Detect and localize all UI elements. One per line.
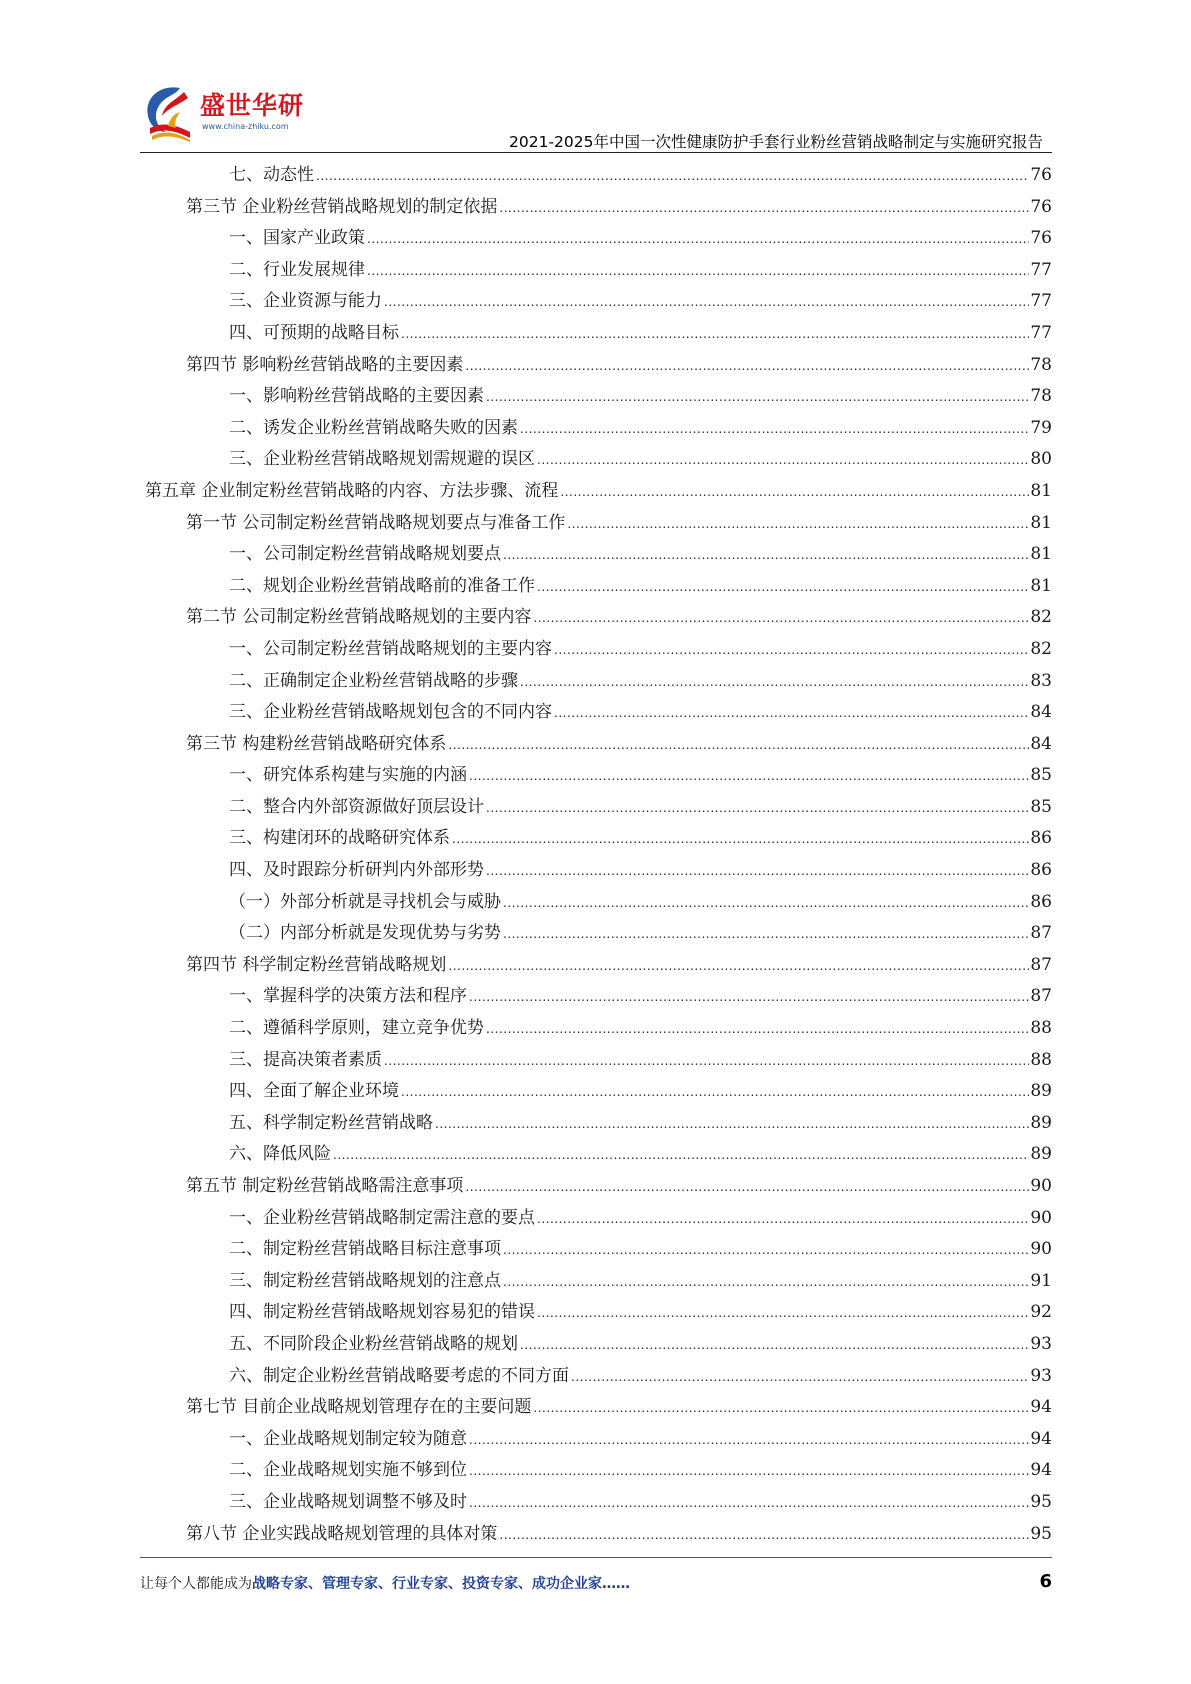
toc-entry-title: 一、公司制定粉丝营销战略规划要点: [229, 544, 501, 565]
toc-dot-leader: [533, 1393, 1029, 1425]
toc-entry-page: 78: [1030, 386, 1052, 407]
toc-entry-title: 二、企业战略规划实施不够到位: [229, 1460, 467, 1481]
toc-dot-leader: [401, 319, 1029, 351]
toc-entry-page: 95: [1030, 1523, 1052, 1544]
toc-entry[interactable]: [186, 1392, 1052, 1424]
toc-entry-page: 93: [1030, 1333, 1052, 1354]
toc-entry-page: 94: [1030, 1428, 1052, 1449]
logo-wordmark: 盛世华研: [200, 91, 305, 120]
toc-entry[interactable]: [186, 1519, 1052, 1551]
company-logo: [140, 82, 320, 144]
toc-entry-page: 89: [1030, 1144, 1052, 1165]
toc-entry-title: 六、制定企业粉丝营销战略要考虑的不同方面: [229, 1365, 569, 1386]
toc-entry-title: 二、诱发企业粉丝营销战略失败的因素: [229, 417, 518, 438]
toc-entry[interactable]: [229, 318, 1052, 350]
toc-entry-title: 七、动态性: [229, 165, 314, 185]
toc-entry-page: 82: [1030, 607, 1052, 628]
toc-entry-title: 第一节 公司制定粉丝营销战略规划要点与准备工作: [186, 512, 566, 533]
toc-dot-leader: [503, 919, 1029, 951]
toc-entry-title: 五、不同阶段企业粉丝营销战略的规划: [229, 1333, 518, 1354]
toc-dot-leader: [486, 856, 1029, 888]
toc-entry-page: 81: [1030, 575, 1052, 596]
toc-entry[interactable]: [229, 918, 1052, 950]
toc-entry-page: 81: [1030, 512, 1052, 533]
toc-dot-leader: [520, 667, 1029, 699]
toc-entry-page: 87: [1030, 923, 1052, 944]
toc-entry-title: 三、构建闭环的战略研究体系: [229, 828, 450, 849]
toc-entry-page: 77: [1030, 291, 1052, 312]
toc-entry-page: 79: [1030, 417, 1052, 438]
toc-entry[interactable]: [229, 1329, 1052, 1361]
footer-slogan-roles: 战略专家、管理专家、行业专家、投资专家、成功企业家……: [252, 1576, 630, 1592]
toc-entry[interactable]: [229, 1487, 1052, 1519]
toc-entry-title: 第五章 企业制定粉丝营销战略的内容、方法步骤、流程: [145, 480, 559, 501]
toc-entry[interactable]: [145, 476, 1052, 508]
toc-entry[interactable]: [229, 571, 1052, 603]
toc-entry-title: 第四节 科学制定粉丝营销战略规划: [186, 954, 447, 975]
toc-entry-title: 一、掌握科学的决策方法和程序: [229, 986, 467, 1007]
toc-entry-page: 93: [1030, 1365, 1052, 1386]
toc-entry[interactable]: [186, 508, 1052, 540]
toc-entry-page: 81: [1030, 544, 1052, 565]
toc-dot-leader: [465, 351, 1029, 383]
toc-entry-page: 89: [1030, 1081, 1052, 1102]
toc-entry-title: 第八节 企业实践战略规划管理的具体对策: [186, 1523, 498, 1544]
toc-entry-page: 90: [1030, 1176, 1052, 1196]
toc-dot-leader: [503, 888, 1029, 920]
toc-dot-leader: [452, 824, 1029, 856]
header-divider: [140, 152, 1052, 153]
toc-entry-title: 六、降低风险: [229, 1144, 331, 1165]
toc-entry[interactable]: [186, 1171, 1052, 1203]
footer-slogan: [140, 1573, 630, 1593]
toc-entry[interactable]: [229, 381, 1052, 413]
toc-entry-page: 82: [1030, 638, 1052, 659]
toc-entry-title: 第二节 公司制定粉丝营销战略规划的主要内容: [186, 607, 532, 628]
toc-dot-leader: [537, 1204, 1029, 1236]
toc-dot-leader: [384, 287, 1029, 319]
toc-entry[interactable]: [229, 792, 1052, 824]
toc-entry-title: 三、企业粉丝营销战略规划包含的不同内容: [229, 702, 552, 723]
toc-dot-leader: [567, 509, 1029, 541]
toc-entry-page: 87: [1030, 986, 1052, 1007]
toc-entry[interactable]: [229, 444, 1052, 476]
toc-entry-title: 三、制定粉丝营销战略规划的注意点: [229, 1270, 501, 1291]
toc-entry-page: 86: [1030, 860, 1052, 881]
toc-entry-page: 94: [1030, 1397, 1052, 1418]
toc-entry-title: 三、企业粉丝营销战略规划需规避的误区: [229, 449, 535, 470]
toc-dot-leader: [333, 1140, 1029, 1172]
toc-entry-title: 三、提高决策者素质: [229, 1049, 382, 1070]
toc-dot-leader: [469, 1456, 1029, 1488]
toc-entry-page: 90: [1030, 1207, 1052, 1228]
toc-dot-leader: [560, 477, 1029, 509]
toc-entry-page: 80: [1030, 449, 1052, 470]
page-header: [0, 0, 1191, 160]
toc-entry-title: 一、公司制定粉丝营销战略规划的主要内容: [229, 638, 552, 659]
toc-entry-title: 二、制定粉丝营销战略目标注意事项: [229, 1239, 501, 1260]
toc-entry[interactable]: [229, 1013, 1052, 1045]
toc-entry-page: 90: [1030, 1239, 1052, 1260]
toc-dot-leader: [401, 1077, 1029, 1109]
toc-entry[interactable]: [229, 1139, 1052, 1171]
toc-entry[interactable]: [229, 539, 1052, 571]
toc-entry[interactable]: [186, 729, 1052, 761]
toc-entry[interactable]: [229, 823, 1052, 855]
table-of-contents: [0, 160, 1191, 1550]
toc-entry-title: 四、及时跟踪分析研判内外部形势: [229, 860, 484, 881]
toc-entry-title: 第四节 影响粉丝营销战略的主要因素: [186, 354, 464, 375]
toc-entry[interactable]: [186, 602, 1052, 634]
toc-dot-leader: [448, 951, 1029, 983]
toc-entry[interactable]: [229, 255, 1052, 287]
toc-dot-leader: [448, 730, 1029, 762]
toc-entry[interactable]: [229, 1361, 1052, 1393]
toc-dot-leader: [384, 1046, 1029, 1078]
toc-entry[interactable]: [229, 697, 1052, 729]
toc-dot-leader: [571, 1362, 1029, 1394]
toc-entry[interactable]: [229, 887, 1052, 919]
toc-entry-title: 一、国家产业政策: [229, 228, 365, 249]
toc-entry-page: 88: [1030, 1049, 1052, 1070]
toc-dot-leader: [486, 793, 1029, 825]
toc-entry-title: 第七节 目前企业战略规划管理存在的主要问题: [186, 1397, 532, 1418]
toc-entry-title: 三、企业资源与能力: [229, 291, 382, 312]
toc-entry-page: 84: [1030, 702, 1052, 723]
toc-entry-title: 五、科学制定粉丝营销战略: [229, 1112, 433, 1133]
toc-entry-title: 第三节 构建粉丝营销战略研究体系: [186, 733, 447, 754]
toc-dot-leader: [465, 1172, 1029, 1204]
toc-entry[interactable]: [229, 1297, 1052, 1329]
toc-entry[interactable]: [229, 223, 1052, 255]
toc-dot-leader: [537, 1298, 1029, 1330]
toc-entry[interactable]: [229, 666, 1052, 698]
toc-entry-title: 二、行业发展规律: [229, 259, 365, 280]
toc-entry[interactable]: [186, 950, 1052, 982]
toc-dot-leader: [554, 698, 1029, 730]
toc-entry[interactable]: [229, 1424, 1052, 1456]
toc-entry-title: 一、影响粉丝营销战略的主要因素: [229, 386, 484, 407]
toc-entry-title: 二、规划企业粉丝营销战略前的准备工作: [229, 575, 535, 596]
toc-dot-leader: [469, 1488, 1029, 1520]
toc-entry-title: 第三节 企业粉丝营销战略规划的制定依据: [186, 196, 498, 217]
toc-dot-leader: [520, 414, 1029, 446]
toc-dot-leader: [435, 1109, 1029, 1141]
toc-entry[interactable]: [229, 634, 1052, 666]
toc-dot-leader: [486, 1014, 1029, 1046]
toc-dot-leader: [537, 445, 1029, 477]
toc-dot-leader: [316, 161, 1029, 193]
toc-entry-page: 95: [1030, 1491, 1052, 1512]
toc-entry-page: 76: [1030, 165, 1052, 185]
toc-dot-leader: [367, 256, 1029, 288]
toc-entry-title: 四、制定粉丝营销战略规划容易犯的错误: [229, 1302, 535, 1323]
toc-entry[interactable]: [229, 981, 1052, 1013]
toc-dot-leader: [503, 1267, 1029, 1299]
toc-entry[interactable]: [186, 192, 1052, 224]
toc-entry[interactable]: [229, 160, 1052, 192]
toc-entry-page: 78: [1030, 354, 1052, 375]
toc-entry-title: 一、研究体系构建与实施的内涵: [229, 765, 467, 786]
toc-entry-title: 一、企业战略规划制定较为随意: [229, 1428, 467, 1449]
toc-dot-leader: [469, 982, 1029, 1014]
toc-entry-page: 77: [1030, 322, 1052, 343]
toc-entry-title: 四、可预期的战略目标: [229, 322, 399, 343]
toc-entry-title: 一、企业粉丝营销战略制定需注意的要点: [229, 1207, 535, 1228]
toc-entry[interactable]: [229, 855, 1052, 887]
toc-entry[interactable]: [229, 760, 1052, 792]
toc-dot-leader: [469, 1425, 1029, 1457]
toc-entry-title: （二）内部分析就是发现优势与劣势: [229, 923, 501, 944]
toc-entry[interactable]: [186, 350, 1052, 382]
page-number: 6: [1039, 1571, 1052, 1592]
toc-entry-page: 76: [1030, 228, 1052, 249]
toc-entry-page: 94: [1030, 1460, 1052, 1481]
toc-entry-title: 四、全面了解企业环境: [229, 1081, 399, 1102]
toc-entry[interactable]: [229, 1045, 1052, 1077]
toc-entry-page: 87: [1030, 954, 1052, 975]
toc-entry-title: 二、遵循科学原则，建立竞争优势: [229, 1018, 484, 1039]
toc-entry-title: （一）外部分析就是寻找机会与威胁: [229, 891, 501, 912]
toc-entry-page: 81: [1030, 480, 1052, 501]
toc-entry-title: 第五节 制定粉丝营销战略需注意事项: [186, 1176, 464, 1196]
toc-dot-leader: [503, 1235, 1029, 1267]
logo-url: www.china-zhiku.com: [202, 122, 289, 131]
toc-dot-leader: [533, 603, 1029, 635]
toc-entry[interactable]: [229, 1108, 1052, 1140]
toc-entry-page: 84: [1030, 733, 1052, 754]
toc-dot-leader: [554, 635, 1029, 667]
toc-dot-leader: [367, 224, 1029, 256]
toc-entry[interactable]: [229, 1076, 1052, 1108]
toc-entry[interactable]: [229, 1266, 1052, 1298]
footer-slogan-prefix: 让每个人都能成为: [140, 1576, 252, 1592]
toc-entry-page: 86: [1030, 891, 1052, 912]
toc-dot-leader: [499, 193, 1029, 225]
toc-entry-page: 86: [1030, 828, 1052, 849]
toc-entry-page: 85: [1030, 796, 1052, 817]
toc-entry[interactable]: [229, 286, 1052, 318]
footer-divider: [140, 1557, 1052, 1558]
toc-entry-page: 88: [1030, 1018, 1052, 1039]
logo-emblem-icon: [140, 82, 202, 144]
toc-entry-page: 85: [1030, 765, 1052, 786]
toc-entry-page: 89: [1030, 1112, 1052, 1133]
toc-dot-leader: [499, 1520, 1029, 1552]
toc-entry[interactable]: [229, 413, 1052, 445]
toc-entry-page: 92: [1030, 1302, 1052, 1323]
toc-dot-leader: [486, 382, 1029, 414]
toc-entry-page: 83: [1030, 670, 1052, 691]
toc-entry[interactable]: [229, 1455, 1052, 1487]
toc-entry-title: 三、企业战略规划调整不够及时: [229, 1491, 467, 1512]
toc-entry-title: 二、正确制定企业粉丝营销战略的步骤: [229, 670, 518, 691]
toc-dot-leader: [520, 1330, 1029, 1362]
report-title: 2021-2025年中国一次性健康防护手套行业粉丝营销战略制定与实施研究报告: [509, 133, 1043, 151]
toc-entry-title: 二、整合内外部资源做好顶层设计: [229, 796, 484, 817]
toc-entry-page: 77: [1030, 259, 1052, 280]
page-footer: [140, 1573, 1052, 1597]
toc-dot-leader: [503, 540, 1029, 572]
toc-dot-leader: [537, 572, 1029, 604]
toc-dot-leader: [469, 761, 1029, 793]
toc-entry[interactable]: [229, 1234, 1052, 1266]
toc-entry-page: 76: [1030, 196, 1052, 217]
toc-entry[interactable]: [229, 1203, 1052, 1235]
toc-entry-page: 91: [1030, 1270, 1052, 1291]
